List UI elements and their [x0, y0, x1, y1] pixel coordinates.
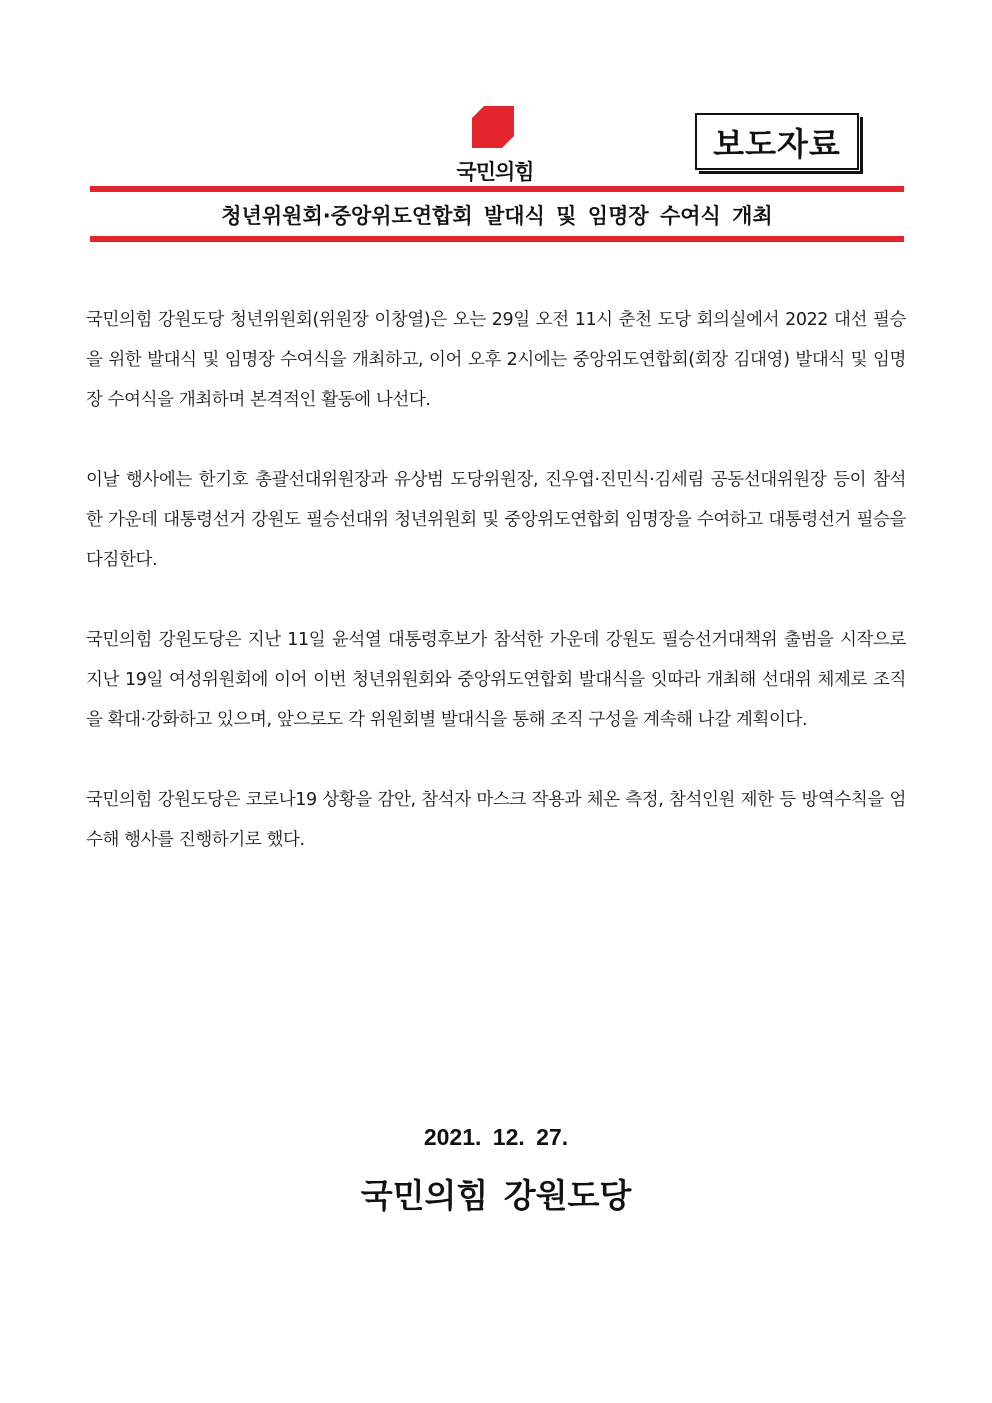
press-release-label: 보도자료	[695, 113, 859, 170]
body-paragraph-1: 국민의힘 강원도당 청년위원회(위원장 이창열)은 오는 29일 오전 11시 춘천 도당 회의실에서 2022 대선 필승을 위한 발대식 및 임명장 수여식을 개최하고, 이어 오후 2시에는 중앙위도연합회(회장 김대영) 발대식 및 임명장 수여식을 개최하며 본격적인 활동에 나선다.	[86, 310, 906, 410]
release-date: 2021. 12. 27.	[423, 1124, 569, 1150]
issuing-organization: 국민의힘 강원도당	[360, 1176, 632, 1215]
body-paragraph-2: 이날 행사에는 한기호 총괄선대위원장과 유상범 도당위원장, 진우엽·진민식·김세림 공동선대위원장 등이 참석한 가운데 대통령선거 강원도 필승선대위 청년위원회 및 중앙위도연합회 임명장을 수여하고 대통령선거 필승을 다짐한다.	[86, 470, 906, 570]
document-title: 청년위원회·중앙위도연합회 발대식 및 임명장 수여식 개최	[221, 204, 773, 228]
body-paragraph-4: 국민의힘 강원도당은 코로나19 상황을 감안, 참석자 마스크 작용과 체온 측정, 참석인원 제한 등 방역수칙을 엄수해 행사를 진행하기로 했다.	[86, 790, 906, 850]
document-body	[86, 300, 906, 900]
body-paragraph-3: 국민의힘 강원도당은 지난 11일 윤석열 대통령후보가 참석한 가운데 강원도 필승선거대책위 출범을 시작으로 지난 19일 여성위원회에 이어 이번 청년위원회와 중앙위도연합회 발대식을 잇따라 개최해 선대위 체제로 조직을 확대·강화하고 있으며, 앞으로도 각 위원회별 발대식을 통해 조직 구성을 계속해 나갈 계획이다.	[86, 630, 906, 730]
logo-text: 국민의힘	[456, 160, 534, 184]
title-top-rule	[90, 186, 904, 192]
party-logo-icon	[472, 106, 514, 148]
title-bottom-rule	[90, 236, 904, 242]
party-logo	[440, 106, 550, 186]
